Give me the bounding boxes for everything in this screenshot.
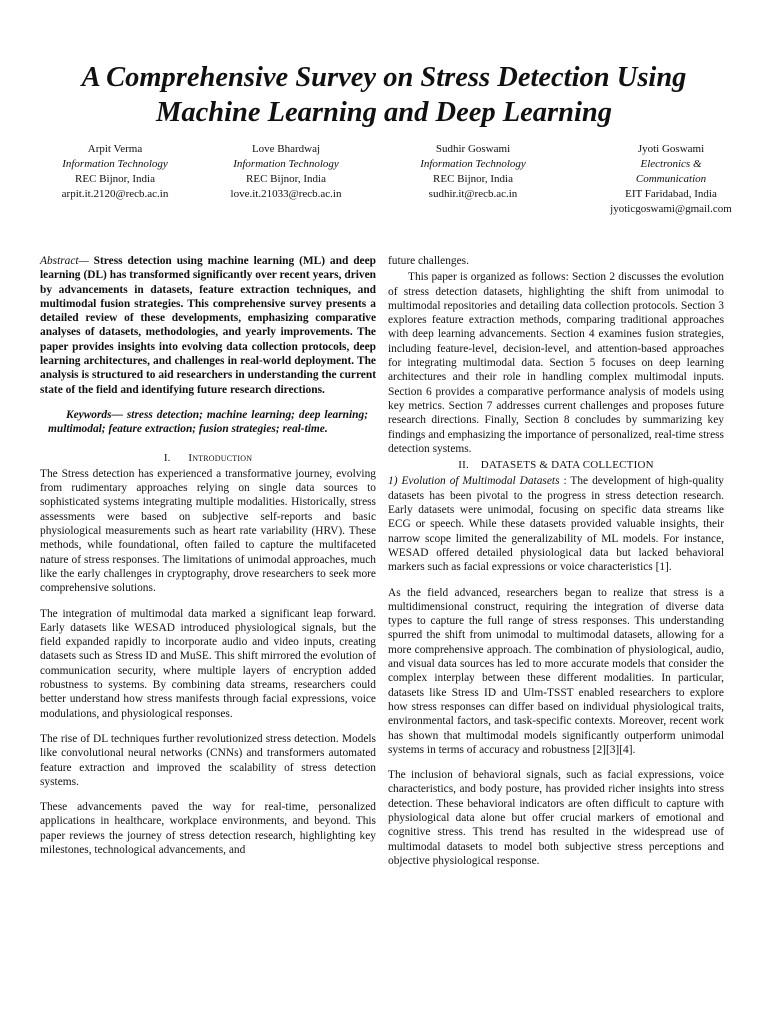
author-3 — [378, 142, 568, 202]
section-number: I. — [163, 451, 171, 464]
author-name: Love Bhardwaj — [251, 143, 321, 155]
datasets-paragraph-2: As the field advanced, researchers began to realize that stress is a multidimensional construct, requiring the integration of diverse data types to capture the full range of stress responses. This understanding spurred the shift from unimodal to multimodal datasets, allowing for a more comprehensive approach. The combination of physiological, audio, and visual data sources has led to more accurate models that consider the complex interplay between these different modalities. In particular, datasets like Stress ID and Ulm-TSST enabled researchers to explore how stress responses can differ based on individual physiological traits, environmental factors, and task-specific contexts. Moreover, recent work has shown that multimodal models significantly outperform unimodal systems in terms of accuracy and robustness [2][3][4]. — [388, 586, 724, 756]
section-title: Introduction — [188, 451, 253, 464]
subsection-1-title: 1) Evolution of Multimodal Datasets — [388, 475, 560, 488]
author-2 — [191, 142, 381, 202]
intro-paragraph-1: The Stress detection has experienced a transformative journey, evolving from rudimentary approaches relying on single data sources to sophisticated systems integrating multiple modalities. Historically, stress assessments were based on subjective self-reports and basic physiological measurements such as heart rate variability (HRV). These methods, while foundational, often failed to capture the multifaceted nature of stress responses. The limitations of unimodal approaches, much like the early challenges in cryptography, drove researchers to seek more comprehensive solutions. — [40, 467, 376, 595]
abstract-text: Stress detection using machine learning (ML) and deep learning (DL) has transformed significantly over recent years, driven by advancements in datasets, feature extraction techniques, and multimodal fusion strategies. This comprehensive survey presents a detailed review of these developments, emphasizing comparative analyses of datasets, methodologies, and yearly improvements. The paper provides insights into evolving data collection protocols, deep learning architectures, and challenges in real-world deployment. The analysis is structured to aid researchers in understanding the current state of the field and identifying future research directions. — [40, 255, 376, 396]
author-name: Jyoti Goswami — [637, 143, 705, 155]
keywords: Keywords— stress detection; machine learning; deep learning; multimodal; feature extraction; fusion strategies; real-time. — [48, 408, 368, 436]
author-email: arpit.it.2120@recb.ac.in — [61, 188, 169, 200]
author-dept: Information Technology — [420, 158, 526, 170]
right-column — [388, 254, 724, 879]
author-name: Arpit Verma — [87, 143, 143, 155]
author-inst: REC Bijnor, India — [433, 173, 513, 185]
datasets-paragraph-3: The inclusion of behavioral signals, such as facial expressions, voice characteristics, and body posture, has provided richer insights into stress detection. These behavioral indicators are often difficult to capture with physiological data alone but offer crucial markers of emotional and cognitive stress. This trend has resulted in the widespread use of multimodal datasets to model both subjective stress perceptions and objective physiological response. — [388, 769, 724, 867]
author-email: love.it.21033@recb.ac.in — [230, 188, 342, 200]
abstract-label: Abstract— — [40, 255, 89, 267]
intro-paragraph-3: The rise of DL techniques further revolutionized stress detection. Models like convolutional neural networks (CNNs) and transformers automated feature extraction and improved the scalability of stress detection systems. — [40, 732, 376, 788]
section-1-heading — [40, 451, 376, 465]
intro-paragraph-2: The integration of multimodal data marked a significant leap forward. Early datasets like WESAD introduced physiological signals, but the field expanded rapidly to incorporate audio and video inputs, creating datasets such as Stress ID and MuSE. This shift mirrored the evolution of communication security, where multiple layers of encryption added robustness to systems. By combining data streams, researchers could better understand how stress manifests through facial expressions, voice modulations, and physiological responses. — [40, 607, 376, 720]
author-dept: Electronics & — [640, 158, 702, 170]
subsection-1-paragraph — [388, 474, 724, 574]
author-inst: REC Bijnor, India — [246, 173, 326, 185]
title-line-2: Machine Learning and Deep Learning — [155, 97, 613, 128]
author-dept-line-2: Communication — [635, 173, 707, 185]
author-1 — [20, 142, 210, 202]
author-email: sudhir.it@recb.ac.in — [428, 188, 518, 200]
author-inst: EIT Faridabad, India — [625, 188, 717, 200]
abstract — [40, 254, 376, 397]
intro-paragraph-4: These advancements paved the way for real-time, personalized applications in healthcare, workplace environments, and beyond. This paper reviews the journey of stress detection research, highlighting key milestones, technological advancements, and — [40, 801, 376, 856]
left-column — [40, 254, 376, 868]
author-dept: Information Technology — [233, 158, 339, 170]
author-inst: REC Bijnor, India — [75, 173, 155, 185]
paper-title — [20, 60, 748, 130]
author-4 — [576, 142, 766, 217]
intro-paragraph-4-continued: future challenges. — [388, 255, 469, 267]
author-dept: Information Technology — [62, 158, 168, 170]
subsection-1-text: : The development of high-quality datasets has been pivotal to the progress in stress detection research. Early datasets were unimodal, focusing on specific data streams like ECG or speech. While these datasets provided valuable insights, their narrow scope limited the generalizability of ML models. For instance, WESAD offered detailed physiological data but lacked behavioral markers such as facial expressions or voice characteristics [1]. — [388, 475, 724, 574]
section-number: II. — [458, 459, 469, 472]
author-email: jyoticgoswami@gmail.com — [610, 203, 732, 215]
section-title: DATASETS & DATA COLLECTION — [480, 459, 654, 472]
title-line-1: A Comprehensive Survey on Stress Detection Using — [81, 62, 687, 93]
author-name: Sudhir Goswami — [435, 143, 511, 155]
section-2-heading — [388, 458, 724, 472]
organization-paragraph: This paper is organized as follows: Section 2 discusses the evolution of stress detection datasets, highlighting the shift from unimodal to multimodal repositories and detailing data collection protocols. Section 3 explores feature extraction methods, comparing traditional approaches with deep learning advancements. Section 4 examines fusion strategies, including feature-level, decision-level, and attention-based approaches for integrating multimodal data. Section 5 focuses on deep learning architectures and their role in handling complex multimodal inputs. Section 6 provides a comparative performance analysis of models using key metrics. Section 7 addresses current challenges and proposes future research directions. Finally, Section 8 concludes by summarizing key findings and emphasizing the importance of personalized, real-time stress detection systems. — [388, 271, 724, 455]
